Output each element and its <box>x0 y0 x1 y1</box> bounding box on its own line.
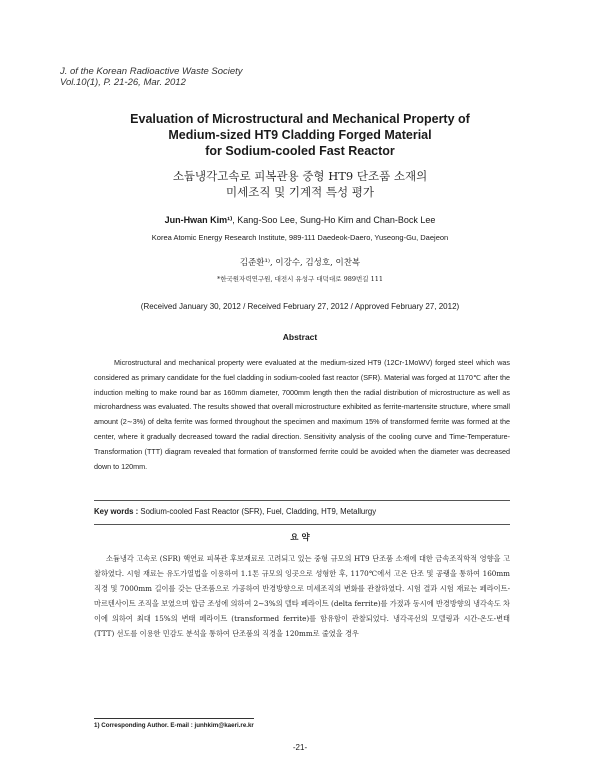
english-title <box>60 111 540 159</box>
page-number: -21- <box>292 743 308 752</box>
korean-affiliation: *한국원자력연구원, 대전시 유성구 대덕대로 989번길 111 <box>216 275 384 283</box>
english-authors <box>60 215 540 226</box>
korean-authors: 김준환¹⁾, 이강수, 김성호, 이찬복 <box>239 258 361 268</box>
english-title-line: Evaluation of Microstructural and Mechanical Property of <box>130 112 470 126</box>
received-dates: (Received January 30, 2012 / Received February 27, 2012 / Approved February 27, 2012) <box>140 302 460 311</box>
english-title-line: for Sodium-cooled Fast Reactor <box>205 144 395 158</box>
keywords-top-rule <box>94 500 510 501</box>
english-affiliation: Korea Atomic Energy Research Institute, 989-111 Daedeok-Daero, Yuseong-Gu, Daejeon <box>151 233 449 242</box>
keywords-text: Sodium-cooled Fast Reactor (SFR), Fuel, Cladding, HT9, Metallurgy <box>140 507 377 516</box>
abstract-heading: Abstract <box>282 332 318 342</box>
journal-volume: Vol.10(1), P. 21-26, Mar. 2012 <box>60 77 186 88</box>
korean-title-line: 미세조직 및 기계적 특성 평가 <box>226 185 374 199</box>
keywords <box>94 507 510 517</box>
korean-summary-heading: 요 약 <box>290 533 310 543</box>
korean-summary-body: 소듐냉각 고속로 (SFR) 핵연료 피복관 후보재료로 고려되고 있는 중형 규모의 HT9 단조품 소재에 대한 금속조직학적 영향을 고찰하였다. 시험 재료는 유도가열법을 이용하여 1.1톤 규모의 잉곳으로 성형한 후, 1170℃에서 고온 단조 및 공랭을 통하여 160mm 직경 및 7000mm 길이를 갖는 단조품으로 가공하여 반경방향으로 미세조직의 변화를 관찰하였다. 시험 결과 시험 재료는 페라이트-마르텐사이트 조직을 보였으며 합금 조성에 의하여 2∼3%의 델타 페라이트 (delta ferrite)를 가졌과 동시에 반경방향의 냉각속도 차이에 의하여 최대 15%의 변태 페라이트 (transformed ferrite)를 함유함이 관찰되었다. 냉각곡선의 모델링과 시간-온도-변태 (TTT) 선도를 이용한 민감도 분석을 통하여 단조품의 직경을 120mm로 줄였을 경우 <box>94 554 510 638</box>
journal-header <box>60 66 243 88</box>
abstract-body: Microstructural and mechanical property were evaluated at the medium-sized HT9 (12Cr-1MoWV) forged steel which was considered as primary candidate for the fuel cladding in sodium-cooled fast reactor (SFR). Material was forged at 1170℃ after the induction melting to make round bar as 160mm diameter, 7000mm length then the radial distribution of microstructure as well as microhardness was evaluated. The results showed that overall microstructure exhibited as ferrite-martensite structure, where small amount (2∼3%) of delta ferrite was formed throughout the specimen and maximum 15% of transformed ferrite was formed at the center, where it gradually decreased toward the radial direction. Sensitivity analysis of the cooling curve and Time-Temperature-Transformation (TTT) diagram revealed that formation of transformed ferrite could be avoided when the diameter was decreased down to 120mm. <box>94 358 510 471</box>
coauthors: , Kang-Soo Lee, Sung-Ho Kim and Chan-Bock Lee <box>232 215 436 225</box>
keywords-label: Key words : <box>94 507 139 516</box>
journal-name: J. of the Korean Radioactive Waste Society <box>60 66 243 77</box>
footnote: 1) Corresponding Author. E-mail : junhkim@kaeri.re.kr <box>94 722 254 729</box>
footnote-rule <box>94 718 254 719</box>
keywords-bottom-rule <box>94 524 510 525</box>
korean-title <box>60 168 540 200</box>
corresponding-author: Jun-Hwan Kim¹⁾ <box>164 215 233 225</box>
korean-title-line: 소듐냉각고속로 피복관용 중형 HT9 단조품 소재의 <box>172 169 428 183</box>
english-title-line: Medium-sized HT9 Cladding Forged Material <box>168 128 432 142</box>
